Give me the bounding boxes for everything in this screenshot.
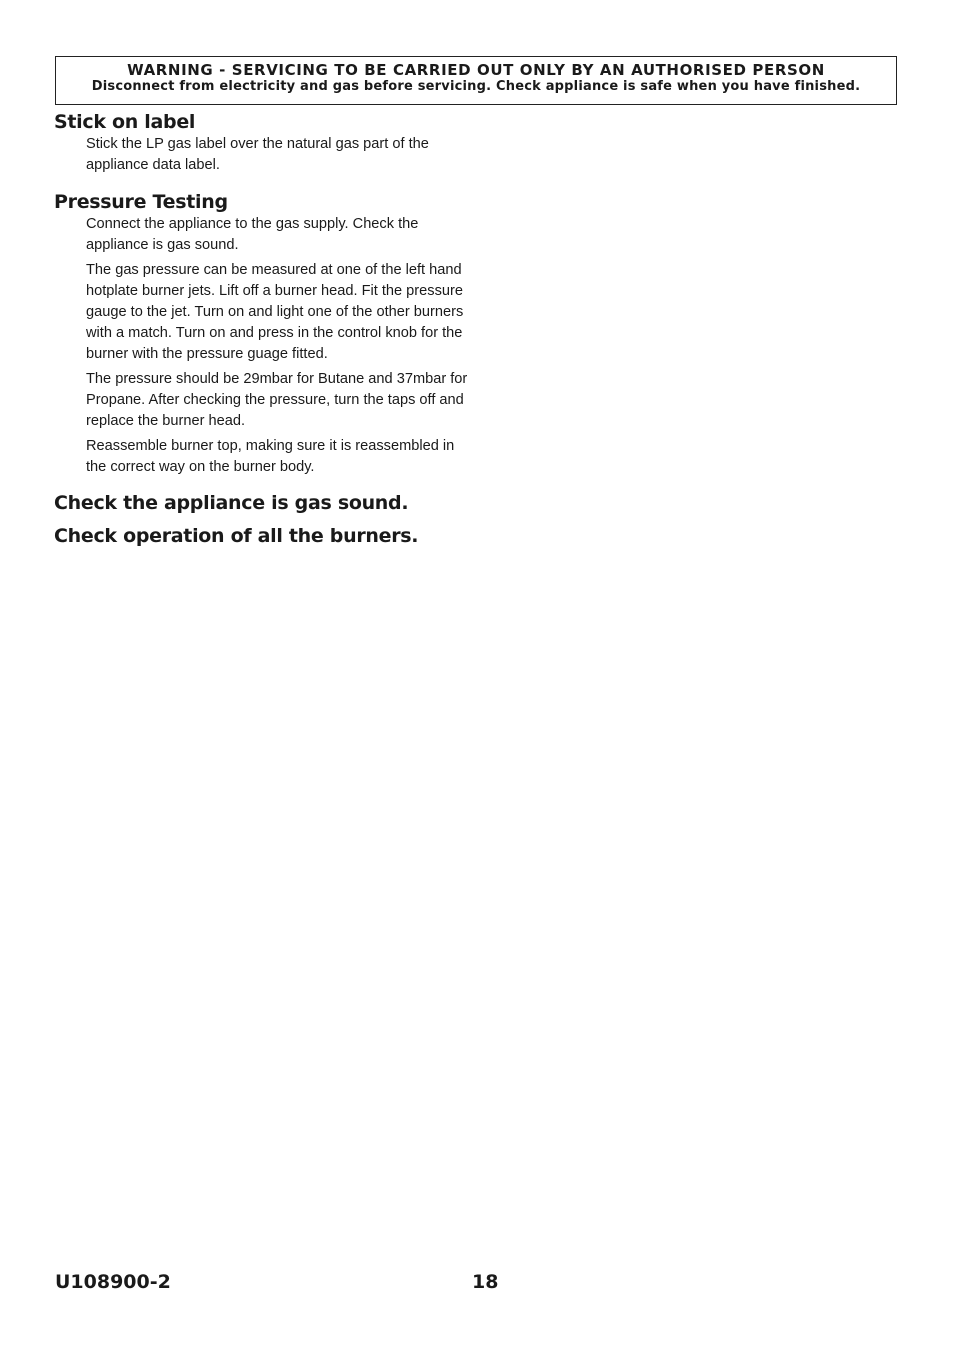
paragraph: The gas pressure can be measured at one of the left hand hotplate burner jets. Lift off a burner head. Fit the pressure gauge to the jet. Turn on and light one of the other burners with a match. Turn on and press in the control knob for the burner with the pressure guage fitted. bbox=[86, 262, 464, 362]
paragraph: The pressure should be 29mbar for Butane and 37mbar for Propane. After checking the pressure, turn the taps off and replace the burner head. bbox=[86, 371, 468, 429]
warning-subtitle: Disconnect from electricity and gas before servicing. Check appliance is safe when you have finished. bbox=[91, 79, 861, 94]
main-content bbox=[54, 110, 474, 553]
paragraph: Reassemble burner top, making sure it is reassembled in the correct way on the burner body. bbox=[86, 438, 455, 475]
section-heading: Stick on label bbox=[54, 111, 196, 133]
paragraph: Stick the LP gas label over the natural gas part of the appliance data label. bbox=[86, 136, 429, 173]
section-pressure-testing bbox=[54, 190, 474, 478]
warning-box bbox=[55, 56, 897, 105]
final-check-burners: Check operation of all the burners. bbox=[54, 525, 419, 547]
section-stick-on-label bbox=[54, 110, 474, 176]
final-check-gas-sound: Check the appliance is gas sound. bbox=[54, 492, 409, 514]
section-heading: Pressure Testing bbox=[54, 191, 228, 213]
warning-title: WARNING - SERVICING TO BE CARRIED OUT ONLY BY AN AUTHORISED PERSON bbox=[127, 61, 825, 79]
final-checks bbox=[54, 487, 474, 553]
paragraph: Connect the appliance to the gas supply. Check the appliance is gas sound. bbox=[86, 216, 419, 253]
page-number: 18 bbox=[472, 1271, 499, 1293]
document-code: U108900-2 bbox=[55, 1271, 171, 1293]
